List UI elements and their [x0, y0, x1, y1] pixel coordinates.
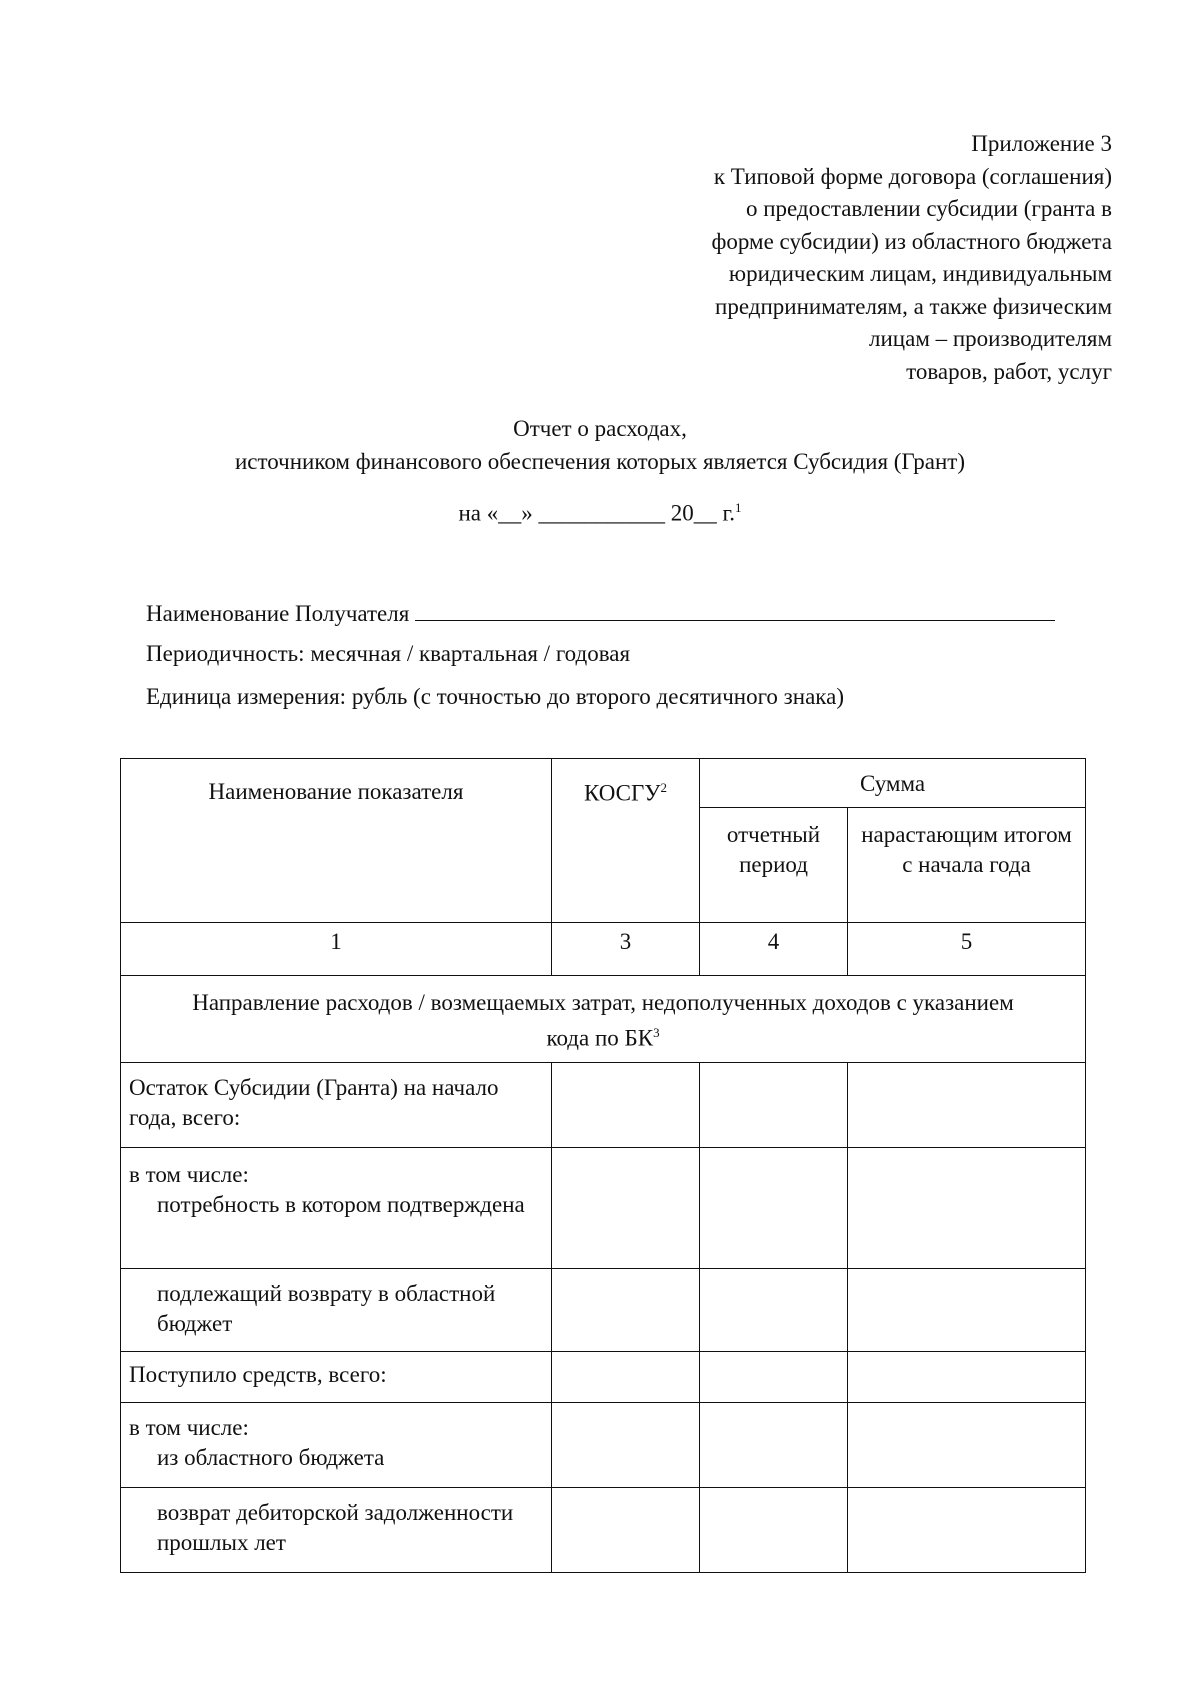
appendix-line: форме субсидии) из областного бюджета — [711, 228, 1112, 254]
row-sublabel: из областного бюджета — [157, 1444, 385, 1470]
column-number: 3 — [552, 923, 700, 976]
value-cell[interactable] — [552, 1487, 700, 1572]
value-cell[interactable] — [848, 1402, 1086, 1487]
column-number: 5 — [848, 923, 1086, 976]
row-sublabel: подлежащий возврату в областной бюджет — [157, 1280, 496, 1336]
row-sublabel: потребность в котором подтверждена — [157, 1191, 525, 1217]
section-heading: Направление расходов / возмещаемых затрат, недополученных доходов с указанием кода по $БК^3$ — [121, 976, 1086, 1063]
row-label — [121, 1487, 552, 1572]
value-cell[interactable] — [700, 1268, 848, 1351]
value-cell[interactable] — [552, 1147, 700, 1268]
value-cell[interactable] — [848, 1487, 1086, 1572]
table-row — [121, 1402, 1086, 1487]
appendix-block — [552, 128, 1112, 388]
appendix-line: товаров, работ, услуг — [906, 358, 1112, 384]
column-number: 4 — [700, 923, 848, 976]
value-cell[interactable] — [552, 1351, 700, 1402]
section-footnote: 3 — [653, 1025, 660, 1040]
periodicity-field: Периодичность: месячная / квартальная / годовая — [146, 641, 631, 666]
value-cell[interactable] — [700, 1351, 848, 1402]
recipient-blank[interactable] — [415, 600, 1055, 621]
header-cumulative: нарастающим итогом с начала года — [848, 808, 1086, 923]
table-row — [121, 1487, 1086, 1572]
header-reporting-period: отчетный период — [700, 808, 848, 923]
header-kosgu: КОСГУ$^2$ — [552, 759, 700, 923]
table-row — [121, 1147, 1086, 1268]
appendix-line: к Типовой форме договора (соглашения) — [713, 163, 1112, 189]
appendix-line: о предоставлении субсидии (гранта в — [745, 196, 1112, 221]
row-prefix: в том числе: — [129, 1161, 249, 1187]
row-sublabel: возврат дебиторской задолженности прошлых лет — [157, 1499, 514, 1555]
section-row — [121, 976, 1086, 1063]
value-cell[interactable] — [552, 1402, 700, 1487]
report-table — [120, 758, 1086, 1573]
appendix-line: предпринимателям, а также физическим — [715, 293, 1112, 319]
row-label: Поступило средств, всего: — [121, 1351, 552, 1402]
value-cell[interactable] — [848, 1062, 1086, 1147]
recipient-label: Наименование Получателя — [146, 601, 410, 626]
column-number: 1 — [121, 923, 552, 976]
value-cell[interactable] — [700, 1147, 848, 1268]
value-cell[interactable] — [700, 1402, 848, 1487]
date-footnote: 1 — [735, 500, 742, 515]
header-row-1 — [121, 759, 1086, 808]
value-cell[interactable] — [552, 1062, 700, 1147]
value-cell[interactable] — [700, 1062, 848, 1147]
row-prefix: в том числе: — [129, 1414, 249, 1440]
report-date — [0, 500, 1200, 527]
appendix-line: Приложение 3 — [971, 131, 1112, 156]
title-line-2: источником финансового обеспечения которых является Субсидия (Грант) — [234, 449, 966, 474]
value-cell[interactable] — [848, 1351, 1086, 1402]
column-number-row — [121, 923, 1086, 976]
date-text: на «__» ___________ 20__ г. — [458, 500, 736, 526]
table-row — [121, 1062, 1086, 1147]
row-label — [121, 1147, 552, 1268]
header-indicator: Наименование показателя — [121, 759, 552, 923]
recipient-field — [146, 600, 1055, 627]
value-cell[interactable] — [848, 1268, 1086, 1351]
appendix-line: лицам – производителям — [869, 326, 1112, 351]
row-label: Остаток Субсидии (Гранта) на начало года, всего: — [121, 1062, 552, 1147]
title-line-1: Отчет о расходах, — [513, 416, 687, 441]
value-cell[interactable] — [552, 1268, 700, 1351]
table-row — [121, 1351, 1086, 1402]
unit-field: Единица измерения: рубль (с точностью до второго десятичного знака) — [146, 684, 844, 709]
report-title — [0, 412, 1200, 478]
value-cell[interactable] — [700, 1487, 848, 1572]
row-label — [121, 1402, 552, 1487]
header-sum: Сумма — [700, 759, 1086, 808]
table-row — [121, 1268, 1086, 1351]
row-label — [121, 1268, 552, 1351]
value-cell[interactable] — [848, 1147, 1086, 1268]
appendix-line: юридическим лицам, индивидуальным — [728, 261, 1112, 286]
kosgu-footnote: 2 — [660, 780, 668, 795]
